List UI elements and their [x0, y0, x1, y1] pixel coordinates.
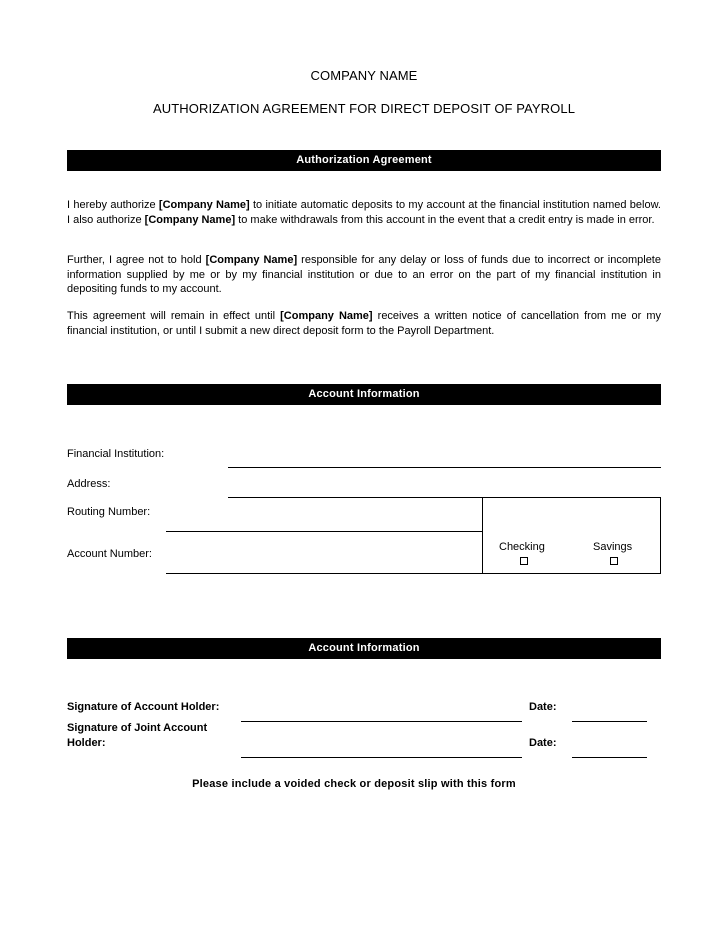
authorization-section-header: Authorization Agreement — [67, 150, 661, 171]
checking-label: Checking — [499, 541, 545, 553]
account-section-header: Account Information — [67, 384, 661, 405]
address-input[interactable] — [228, 480, 660, 497]
address-underline — [228, 497, 661, 498]
agreement-paragraph-1: I hereby authorize [Company Name] to initiate automatic deposits to my account at the financial institution named below. I also authorize [Company Name] to make withdrawals from this account in the event that a credit entry is made in error. — [67, 199, 661, 226]
routing-number-input[interactable] — [166, 512, 481, 530]
signature-section-header: Account Information — [67, 638, 661, 659]
routing-number-underline — [166, 531, 482, 532]
account-type-box-bottom-border — [482, 573, 661, 574]
agreement-paragraph-3: This agreement will remain in effect until [Company Name] receives a written notice of cancellation from me or my financial institution, or until I submit a new direct deposit form to the Payroll Department. — [67, 310, 661, 337]
account-number-input[interactable] — [166, 553, 481, 572]
voided-check-note: Please include a voided check or deposit slip with this form — [192, 778, 516, 790]
joint-holder-signature-line[interactable] — [241, 757, 522, 758]
company-name: COMPANY NAME — [310, 68, 418, 83]
agreement-paragraph-2: Further, I agree not to hold [Company Name] responsible for any delay or loss of funds due to incorrect or incomplete information supplied by me or by my financial institution or due to an error on the part of my financial institution in depositing funds to my account. — [67, 254, 661, 295]
joint-holder-signature-label-line1: Signature of Joint Account — [67, 722, 208, 734]
savings-label: Savings — [593, 541, 633, 553]
financial-institution-label: Financial Institution: — [67, 448, 165, 460]
savings-checkbox[interactable] — [610, 557, 618, 565]
joint-holder-signature-label-line2: Holder: — [67, 737, 106, 749]
account-number-underline — [166, 573, 482, 574]
account-type-box-right-border — [660, 497, 661, 574]
form-title: AUTHORIZATION AGREEMENT FOR DIRECT DEPOSIT OF PAYROLL — [152, 101, 576, 116]
checking-checkbox[interactable] — [520, 557, 528, 565]
financial-institution-underline — [228, 467, 661, 468]
date-label-1: Date: — [529, 701, 557, 713]
date-line-2[interactable] — [572, 757, 647, 758]
account-type-box-left-border — [482, 497, 483, 574]
routing-number-label: Routing Number: — [67, 506, 151, 518]
date-label-2: Date: — [529, 737, 557, 749]
date-line-1[interactable] — [572, 721, 647, 722]
account-holder-signature-line[interactable] — [241, 721, 522, 722]
address-label: Address: — [67, 478, 111, 490]
financial-institution-input[interactable] — [228, 450, 660, 467]
account-number-label: Account Number: — [67, 548, 152, 560]
account-holder-signature-label: Signature of Account Holder: — [67, 701, 220, 713]
